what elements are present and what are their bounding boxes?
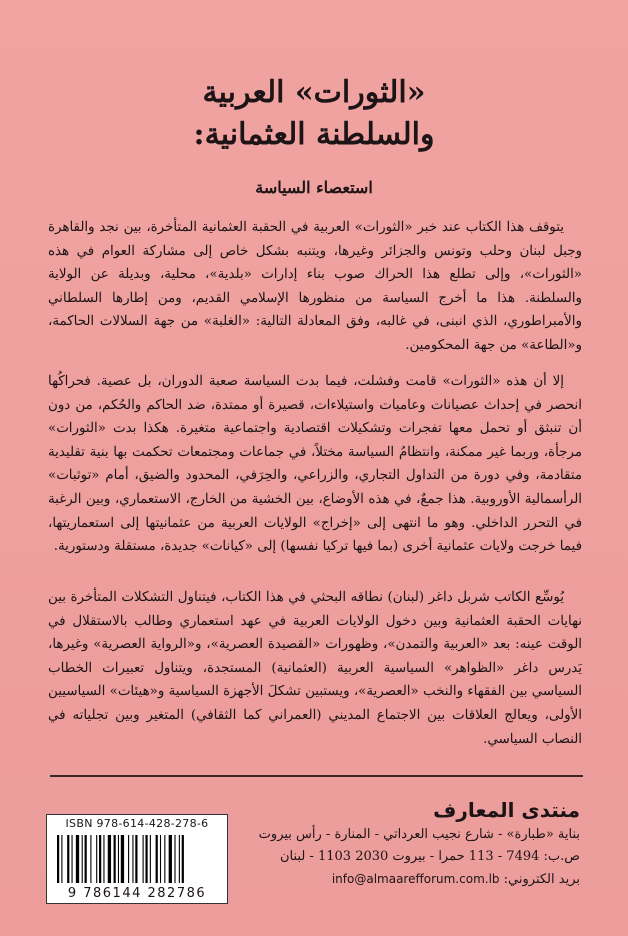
barcode-bars-icon xyxy=(57,835,217,883)
title-line-1: «الثورات» العربية xyxy=(202,75,426,110)
title-line-2: والسلطنة العثمانية: xyxy=(193,117,435,152)
publisher-email[interactable]: info@almaarefforum.com.lb xyxy=(331,872,500,886)
isbn-text: ISBN 978-614-428-278-6 xyxy=(65,817,209,830)
paragraph-text: إلا أن هذه «الثورات» قامت وفشلت، فيما بدت السياسة صعبة الدوران، بل عصية. فحراكُها انحصر في إحداث عصيانات وعاميات واستيلاءات، قصيرة أو ممتدة، ضد الحاكم والحُكم، من دون أن تنبثق أو تحمل معها تفجرات وتشكيلات اقتصادية واجتماعية متغيرة. هكذا بدت «الثورات» مرجأة، وربما غير ممكنة، وانتظامُ السياسة مختلاً، في جماعات ومجتمعات تحكمت بها بنية تقليدية متقادمة، وفي دورة من التداول التجاري، والزراعي، والحِرَفي، المحدود والضيق، أمام «توثبات» الرأسمالية الأوروبية. هذا جمعٌ، في هذه الأوضاع، بين الخشية من الخارج، الاستعماري، وبين الرغبة في التحرر الداخلي. وهو ما انتهى إلى «إخراج» الولايات العربية من عثمانيتها إلى استعماريتها، فيما خرجت ولايات عثمانية أخرى (بما فيها تركيا نفسها) إلى «كيانات» جديدة، مستقلة ودستورية. xyxy=(48,374,582,555)
book-title xyxy=(0,72,628,156)
publisher-address: بناية «طبارة» - شارع نجيب العرداتي - المنارة - رأس بيروت xyxy=(258,827,580,842)
email-label: بريد الكتروني: xyxy=(503,872,580,887)
publisher-email-row xyxy=(250,868,580,891)
barcode-digits: 9 786144 282786 xyxy=(67,886,207,901)
publisher-block xyxy=(250,796,580,891)
paragraph-text: يُوسِّع الكاتب شربل داغر (لبنان) نطاقه البحثي في هذا الكتاب، فيتناول التشكلات المتأخرة بين نهايات الحقبة العثمانية وبين دخول الولايات العربية في عهد استعماري وطالب بالاستقلال في الوقت عينه: بعد «العربية والتمدن»، وظهورات «القصيدة العصرية»، و«الرواية العصرية» وغيرها، يَدرس داغر «الظواهر» السياسية العربية (العثمانية) المستجدة، ويتناول تعبيرات الخطاب السياسي بين الفقهاء والنخب «العصرية»، ويستبين تشكلَ الأجهزة السياسية و«هيئات» السياسيين الأولى، ويعالج العلاقات بين الاجتماع المديني (العمراني كما الثقافي) المتغير وبين تجلياته في النصاب السياسي. xyxy=(48,590,582,747)
blurb-paragraph-1 xyxy=(48,216,582,358)
blurb-paragraph-2 xyxy=(48,370,582,559)
paragraph-text: يتوقف هذا الكتاب عند خبر «الثورات» العربية في الحقبة العثمانية المتأخرة، بين نجد والقاهرة وجبل لبنان وحلب وتونس والجزائر وغيرها، ويتنبه بشكل خاص إلى مشاركة العوام في هذه «الثورات»، وإلى تطلع هذا الحراك صوب بناء إدارات «بلدية»، محلية، وبديلة عن الولاية والسلطنة. هذا ما أخرج السياسة من منظورها الإسلامي القديم، ومن إطارها السلطاني والأمبراطوري، الذي انبنى، في غالبه، وفق المعادلة التالية: «الغلبة» من جهة السلالات الحاكمة، و«الطاعة» من جهة المحكومين. xyxy=(48,220,582,353)
publisher-pobox: ص.ب: 7494 - 113 حمرا - بيروت 2030 1103 - لبنان xyxy=(279,849,580,864)
blurb-paragraph-3 xyxy=(48,586,582,751)
isbn-barcode xyxy=(46,814,228,904)
book-subtitle: استعصاء السياسة xyxy=(255,178,373,197)
publisher-name: منتدى المعارف xyxy=(433,798,580,822)
divider-line xyxy=(50,775,583,777)
